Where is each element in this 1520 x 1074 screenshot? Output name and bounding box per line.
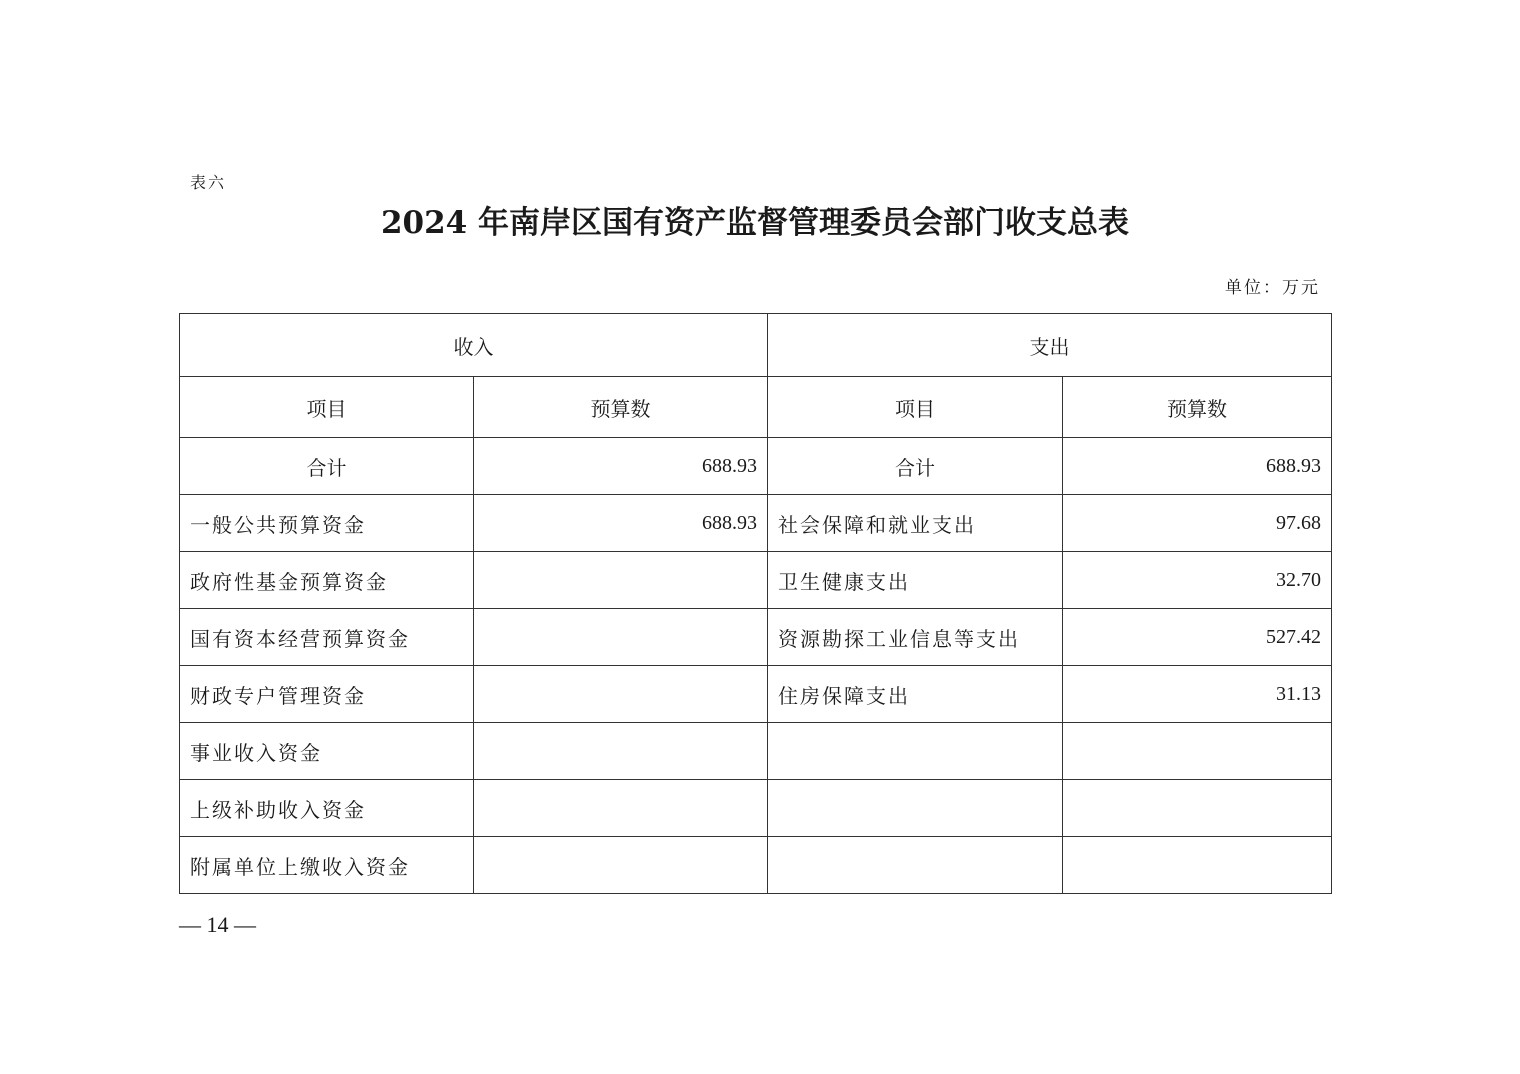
income-item: 上级补助收入资金 <box>180 780 474 837</box>
income-item: 国有资本经营预算资金 <box>180 609 474 666</box>
income-budget <box>474 552 768 609</box>
income-item: 一般公共预算资金 <box>180 495 474 552</box>
expenditure-item <box>768 723 1063 780</box>
table-row <box>180 723 1332 780</box>
income-budget <box>474 837 768 894</box>
total-income-value: 688.93 <box>474 438 768 495</box>
income-item: 事业收入资金 <box>180 723 474 780</box>
expenditure-item: 住房保障支出 <box>768 666 1063 723</box>
expenditure-budget <box>1063 723 1332 780</box>
income-budget <box>474 666 768 723</box>
expenditure-budget: 31.13 <box>1063 666 1332 723</box>
table-row <box>180 609 1332 666</box>
expenditure-budget: 97.68 <box>1063 495 1332 552</box>
table-row <box>180 666 1332 723</box>
expenditure-budget: 527.42 <box>1063 609 1332 666</box>
table-row <box>180 495 1332 552</box>
expenditure-budget-header: 预算数 <box>1063 377 1332 438</box>
income-budget <box>474 723 768 780</box>
income-budget <box>474 609 768 666</box>
table-row <box>180 837 1332 894</box>
table-label: 表六 <box>190 173 227 192</box>
expenditure-item <box>768 837 1063 894</box>
income-group-header: 收入 <box>180 314 768 377</box>
expenditure-budget <box>1063 837 1332 894</box>
column-header-row <box>180 377 1332 438</box>
page-number: — 14 — <box>179 912 256 937</box>
income-budget: 688.93 <box>474 495 768 552</box>
total-expenditure-value: 688.93 <box>1063 438 1332 495</box>
income-budget-header: 预算数 <box>474 377 768 438</box>
table-row <box>180 780 1332 837</box>
expenditure-item <box>768 780 1063 837</box>
total-row <box>180 438 1332 495</box>
income-item: 政府性基金预算资金 <box>180 552 474 609</box>
budget-table <box>179 313 1332 894</box>
total-income-label: 合计 <box>180 438 474 495</box>
table-row <box>180 552 1332 609</box>
income-item-header: 项目 <box>180 377 474 438</box>
document-title: 2024 年南岸区国有资产监督管理委员会部门收支总表 <box>380 205 1130 241</box>
expenditure-item: 资源勘探工业信息等支出 <box>768 609 1063 666</box>
expenditure-item-header: 项目 <box>768 377 1063 438</box>
expenditure-group-header: 支出 <box>768 314 1332 377</box>
expenditure-item: 社会保障和就业支出 <box>768 495 1063 552</box>
expenditure-budget <box>1063 780 1332 837</box>
unit-label: 单位：万元 <box>1225 278 1320 298</box>
expenditure-budget: 32.70 <box>1063 552 1332 609</box>
income-item: 附属单位上缴收入资金 <box>180 837 474 894</box>
expenditure-item: 卫生健康支出 <box>768 552 1063 609</box>
income-item: 财政专户管理资金 <box>180 666 474 723</box>
income-budget <box>474 780 768 837</box>
group-header-row <box>180 314 1332 377</box>
total-expenditure-label: 合计 <box>768 438 1063 495</box>
